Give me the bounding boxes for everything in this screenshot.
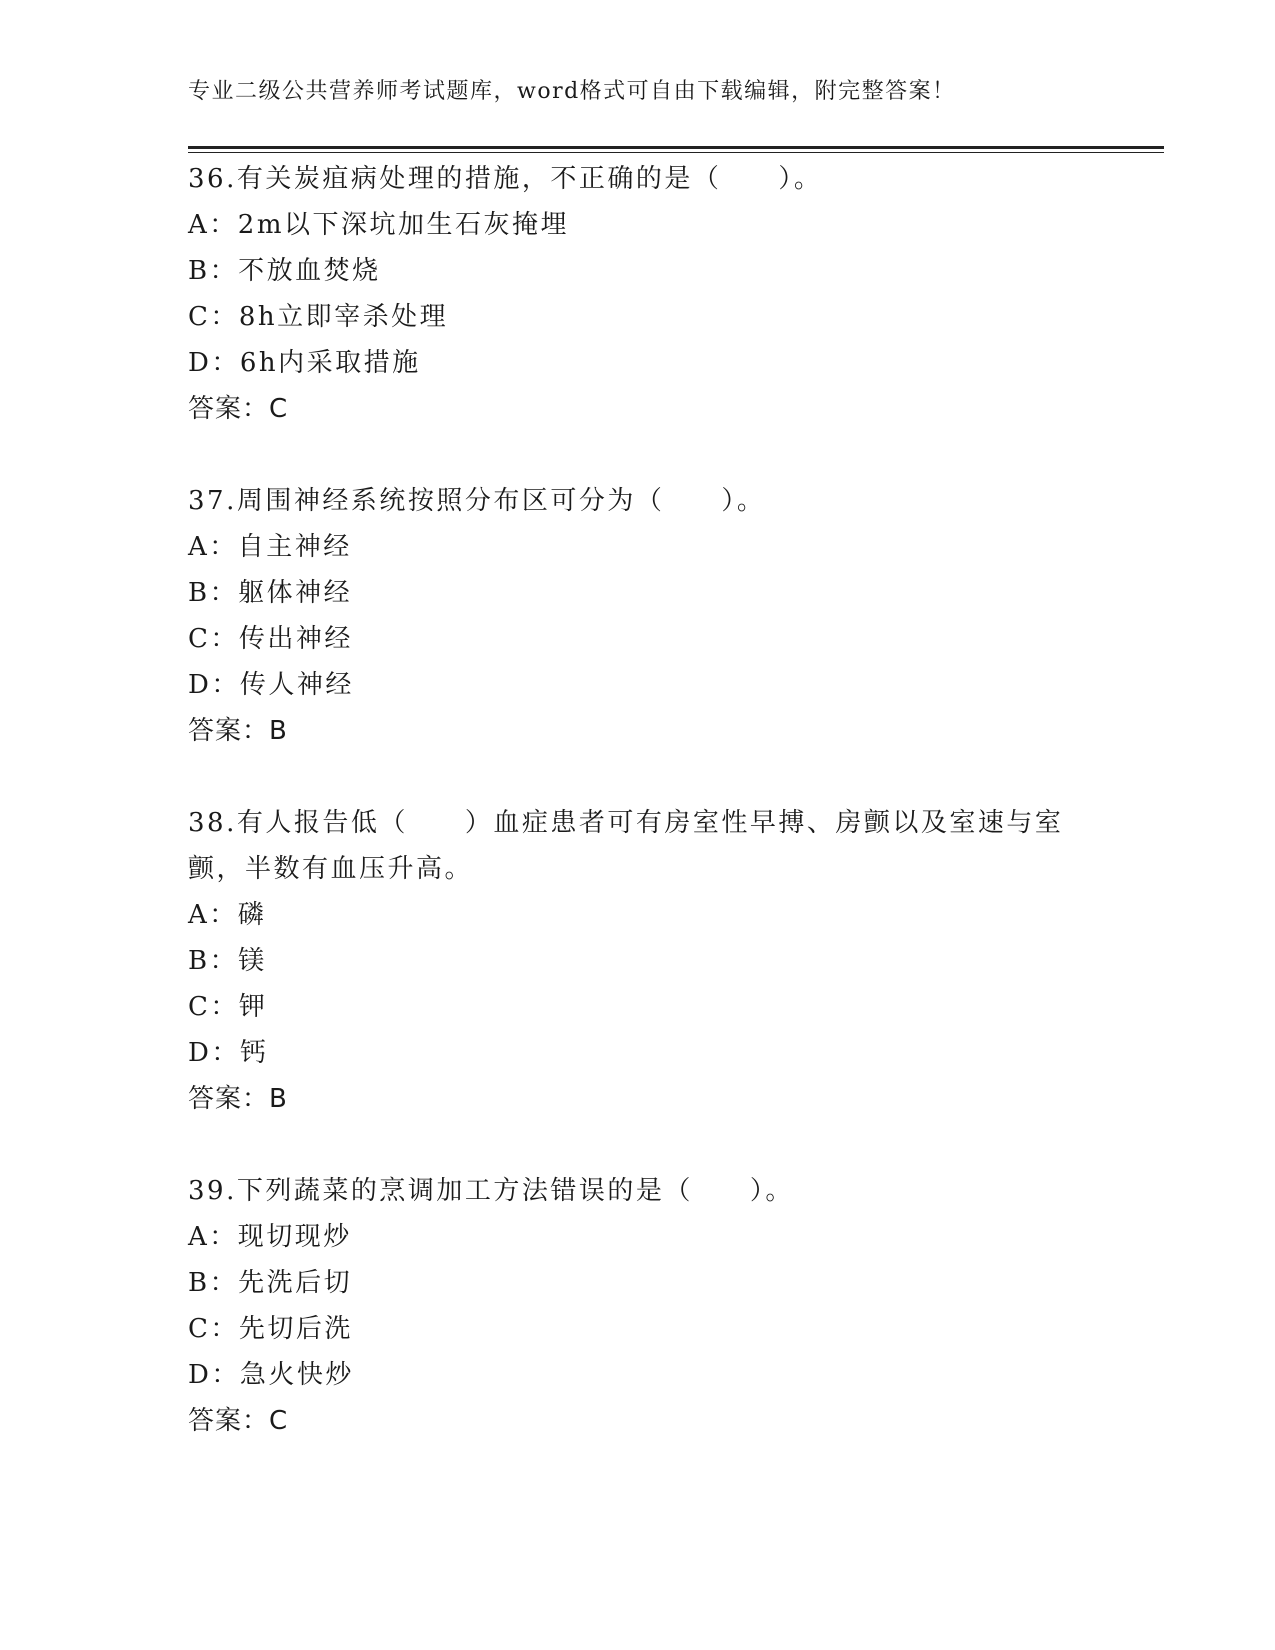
header-rule-thin <box>188 152 1164 153</box>
option-c: C：钾 <box>188 992 268 1022</box>
question-stem: 37.周围神经系统按照分布区可分为（ ）。 <box>188 486 766 516</box>
option-b: B：镁 <box>188 946 267 976</box>
question-stem: 38.有人报告低（ ）血症患者可有房室性早搏、房颤以及室速与室颤，半数有血压升高。 <box>188 808 1064 884</box>
option-c: C：传出神经 <box>188 624 353 654</box>
document-header: 专业二级公共营养师考试题库，word格式可自由下载编辑，附完整答案！ <box>188 79 956 104</box>
option-d: D：6h内采取措施 <box>188 348 421 378</box>
option-a: A：2m以下深坑加生石灰掩埋 <box>188 210 569 240</box>
option-a: A：磷 <box>188 900 267 930</box>
answer: 答案：C <box>188 1406 289 1436</box>
question-36 <box>188 156 1088 432</box>
option-b: B：躯体神经 <box>188 578 353 608</box>
option-d: D：传人神经 <box>188 670 354 700</box>
option-b: B：不放血焚烧 <box>188 256 381 286</box>
option-a: A：现切现炒 <box>188 1222 352 1252</box>
question-stem: 39.下列蔬菜的烹调加工方法错误的是（ ）。 <box>188 1176 794 1206</box>
answer: 答案：C <box>188 394 289 424</box>
question-list <box>188 156 1088 1490</box>
option-d: D：钙 <box>188 1038 269 1068</box>
answer: 答案：B <box>188 1084 288 1114</box>
question-38 <box>188 800 1088 1122</box>
option-d: D：急火快炒 <box>188 1360 354 1390</box>
option-c: C：先切后洗 <box>188 1314 353 1344</box>
question-37 <box>188 478 1088 754</box>
answer: 答案：B <box>188 716 288 746</box>
option-c: C：8h立即宰杀处理 <box>188 302 449 332</box>
option-b: B：先洗后切 <box>188 1268 353 1298</box>
question-stem: 36.有关炭疽病处理的措施，不正确的是（ ）。 <box>188 164 823 194</box>
question-39 <box>188 1168 1088 1444</box>
header-rule-thick <box>188 146 1164 149</box>
option-a: A：自主神经 <box>188 532 352 562</box>
